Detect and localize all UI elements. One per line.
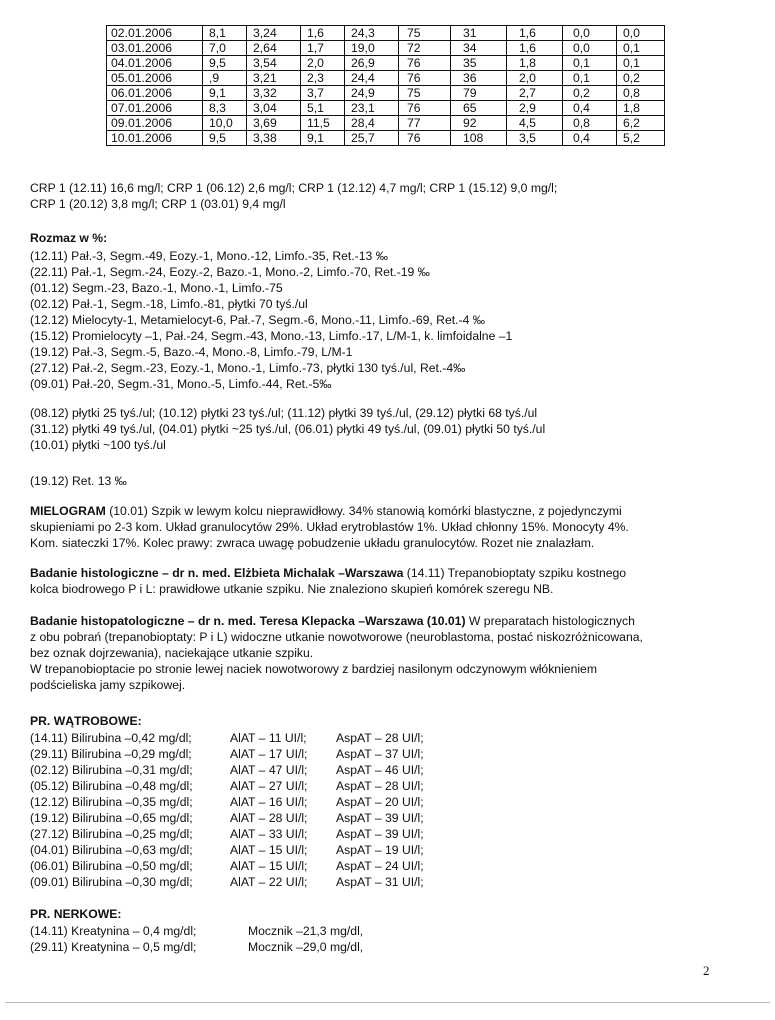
value-cell: 2,7 bbox=[507, 86, 563, 101]
myelogram-text-1: (10.01) Szpik w lewym kolcu nieprawidłowy. 34% stanowią komórki blastyczne, z pojedynczymi bbox=[105, 504, 622, 518]
liver-row bbox=[30, 779, 530, 794]
value-cell: 1,8 bbox=[617, 101, 665, 116]
value-cell: ,9 bbox=[203, 71, 247, 86]
value-cell: 1,6 bbox=[507, 41, 563, 56]
value-cell: 2,0 bbox=[301, 56, 345, 71]
table-row bbox=[107, 26, 665, 41]
myelogram-line-3: Kom. siateczki 17%. Kolec prawy: zwraca uwagę pobudzenie układu granulocytów. Rozet nie znalazłam. bbox=[30, 536, 595, 550]
value-cell: 0,8 bbox=[563, 116, 617, 131]
value-cell: 23,1 bbox=[345, 101, 399, 116]
aspat-value: AspAT – 39 UI/l; bbox=[336, 827, 424, 841]
value-cell: 2,64 bbox=[247, 41, 301, 56]
value-cell: 4,5 bbox=[507, 116, 563, 131]
value-cell: 2,9 bbox=[507, 101, 563, 116]
value-cell: 3,5 bbox=[507, 131, 563, 146]
value-cell: 9,5 bbox=[203, 56, 247, 71]
aspat-value: AspAT – 39 UI/l; bbox=[336, 811, 424, 825]
value-cell: 3,32 bbox=[247, 86, 301, 101]
value-cell: 0,4 bbox=[563, 101, 617, 116]
page-number: 2 bbox=[703, 963, 710, 978]
value-cell: 3,38 bbox=[247, 131, 301, 146]
value-cell: 9,1 bbox=[203, 86, 247, 101]
histopathology-line-5: podścieliska jamy szpikowej. bbox=[30, 678, 186, 692]
alat-value: AlAT – 33 UI/l; bbox=[230, 827, 308, 841]
liver-row bbox=[30, 859, 530, 874]
bilirubin-value: (02.12) Bilirubina –0,31 mg/dl; bbox=[30, 763, 193, 777]
value-cell: 9,1 bbox=[301, 131, 345, 146]
value-cell: 0,2 bbox=[617, 71, 665, 86]
value-cell: 72 bbox=[399, 41, 451, 56]
table-row bbox=[107, 86, 665, 101]
value-cell: 0,0 bbox=[563, 41, 617, 56]
date-cell: 09.01.2006 bbox=[107, 116, 203, 131]
bilirubin-value: (06.01) Bilirubina –0,50 mg/dl; bbox=[30, 859, 193, 873]
value-cell: 10,0 bbox=[203, 116, 247, 131]
smear-line: (12.11) Pał.-3, Segm.-49, Eozy.-1, Mono.-12, Limfo.-35, Ret.-13 ‰ bbox=[30, 249, 388, 263]
value-cell: 34 bbox=[451, 41, 507, 56]
value-cell: 1,6 bbox=[301, 26, 345, 41]
aspat-value: AspAT – 28 UI/l; bbox=[336, 779, 424, 793]
creatinine-value: (29.11) Kreatynina – 0,5 mg/dl; bbox=[30, 940, 197, 954]
value-cell: 31 bbox=[451, 26, 507, 41]
value-cell: 8,3 bbox=[203, 101, 247, 116]
myelogram-line-1 bbox=[30, 504, 622, 519]
alat-value: AlAT – 15 UI/l; bbox=[230, 843, 308, 857]
smear-line: (02.12) Pał.-1, Segm.-18, Limfo.-81, płytki 70 tyś./ul bbox=[30, 297, 308, 311]
value-cell: 36 bbox=[451, 71, 507, 86]
smear-line: (09.01) Pał.-20, Segm.-31, Mono.-5, Limfo.-44, Ret.-5‰ bbox=[30, 377, 332, 391]
aspat-value: AspAT – 46 UI/l; bbox=[336, 763, 424, 777]
creatinine-value: (14.11) Kreatynina – 0,4 mg/dl; bbox=[30, 924, 197, 938]
platelet-line: (10.01) płytki ~100 tyś./ul bbox=[30, 438, 166, 452]
value-cell: 77 bbox=[399, 116, 451, 131]
value-cell: 5,2 bbox=[617, 131, 665, 146]
date-cell: 07.01.2006 bbox=[107, 101, 203, 116]
histopathology-label: Badanie histopatologiczne – dr n. med. Teresa Klepacka –Warszawa (10.01) bbox=[30, 614, 466, 628]
value-cell: 76 bbox=[399, 71, 451, 86]
value-cell: 7,0 bbox=[203, 41, 247, 56]
bilirubin-value: (12.12) Bilirubina –0,35 mg/dl; bbox=[30, 795, 193, 809]
table-row bbox=[107, 41, 665, 56]
value-cell: 76 bbox=[399, 101, 451, 116]
lab-results-table bbox=[106, 25, 665, 146]
value-cell: 24,4 bbox=[345, 71, 399, 86]
smear-line: (27.12) Pał.-2, Segm.-23, Eozy.-1, Mono.-1, Limfo.-73, płytki 130 tyś./ul, Ret.-4‰ bbox=[30, 361, 466, 375]
value-cell: 3,21 bbox=[247, 71, 301, 86]
value-cell: 76 bbox=[399, 131, 451, 146]
liver-row bbox=[30, 747, 530, 762]
date-cell: 02.01.2006 bbox=[107, 26, 203, 41]
value-cell: 9,5 bbox=[203, 131, 247, 146]
urea-value: Mocznik –21,3 mg/dl, bbox=[248, 924, 364, 938]
smear-line: (12.12) Mielocyty-1, Metamielocyt-6, Pał.-7, Segm.-6, Mono.-11, Limfo.-69, Ret.-4 ‰ bbox=[30, 313, 485, 327]
value-cell: 92 bbox=[451, 116, 507, 131]
value-cell: 3,54 bbox=[247, 56, 301, 71]
value-cell: 2,0 bbox=[507, 71, 563, 86]
histology-text-1: (14.11) Trepanobioptaty szpiku kostnego bbox=[403, 566, 627, 580]
smear-line: (15.12) Promielocyty –1, Pał.-24, Segm.-43, Mono.-13, Limfo.-17, L/M-1, k. limfoidalne –1 bbox=[30, 329, 513, 343]
bilirubin-value: (09.01) Bilirubina –0,30 mg/dl; bbox=[30, 875, 193, 889]
value-cell: 26,9 bbox=[345, 56, 399, 71]
liver-row bbox=[30, 811, 530, 826]
aspat-value: AspAT – 37 UI/l; bbox=[336, 747, 424, 761]
value-cell: 0,8 bbox=[617, 86, 665, 101]
aspat-value: AspAT – 24 UI/l; bbox=[336, 859, 424, 873]
bilirubin-value: (29.11) Bilirubina –0,29 mg/dl; bbox=[30, 747, 192, 761]
value-cell: 3,24 bbox=[247, 26, 301, 41]
histopathology-line-3: bez oznak dojrzewania), naciekające utkanie szpiku. bbox=[30, 646, 314, 660]
value-cell: 0,1 bbox=[617, 56, 665, 71]
smear-line: (19.12) Pał.-3, Segm.-5, Bazo.-4, Mono.-8, Limfo.-79, L/M-1 bbox=[30, 345, 353, 359]
value-cell: 0,1 bbox=[563, 56, 617, 71]
bilirubin-value: (19.12) Bilirubina –0,65 mg/dl; bbox=[30, 811, 193, 825]
table-row bbox=[107, 101, 665, 116]
value-cell: 75 bbox=[399, 26, 451, 41]
value-cell: 3,04 bbox=[247, 101, 301, 116]
liver-heading: PR. WĄTROBOWE: bbox=[30, 714, 142, 728]
aspat-value: AspAT – 31 UI/l; bbox=[336, 875, 424, 889]
histopathology-line-4: W trepanobioptacie po stronie lewej naciek nowotworowy z bardziej nasilonym odczynowym włóknieniem bbox=[30, 662, 597, 676]
bilirubin-value: (14.11) Bilirubina –0,42 mg/dl; bbox=[30, 731, 192, 745]
value-cell: 0,2 bbox=[563, 86, 617, 101]
table-row bbox=[107, 56, 665, 71]
kidney-row bbox=[30, 924, 450, 939]
date-cell: 06.01.2006 bbox=[107, 86, 203, 101]
aspat-value: AspAT – 20 UI/l; bbox=[336, 795, 424, 809]
crp-line-2: CRP 1 (20.12) 3,8 mg/l; CRP 1 (03.01) 9,4 mg/l bbox=[30, 197, 286, 211]
alat-value: AlAT – 27 UI/l; bbox=[230, 779, 308, 793]
bilirubin-value: (05.12) Bilirubina –0,48 mg/dl; bbox=[30, 779, 193, 793]
liver-row bbox=[30, 763, 530, 778]
value-cell: 75 bbox=[399, 86, 451, 101]
histopathology-line-2: z obu pobrań (trepanobioptaty: P i L) widoczne utkanie nowotworowe (neuroblastoma, postać niskozróżnicowana, bbox=[30, 630, 643, 644]
value-cell: 65 bbox=[451, 101, 507, 116]
value-cell: 76 bbox=[399, 56, 451, 71]
ret-line: (19.12) Ret. 13 ‰ bbox=[30, 474, 127, 488]
value-cell: 24,9 bbox=[345, 86, 399, 101]
smear-line: (22.11) Pał.-1, Segm.-24, Eozy.-2, Bazo.-1, Mono.-2, Limfo.-70, Ret.-19 ‰ bbox=[30, 265, 430, 279]
urea-value: Mocznik –29,0 mg/dl, bbox=[248, 940, 364, 954]
value-cell: 5,1 bbox=[301, 101, 345, 116]
value-cell: 0,0 bbox=[563, 26, 617, 41]
value-cell: 6,2 bbox=[617, 116, 665, 131]
histology-label: Badanie histologiczne – dr n. med. Elżbieta Michalak –Warszawa bbox=[30, 566, 404, 580]
alat-value: AlAT – 15 UI/l; bbox=[230, 859, 308, 873]
kidney-heading: PR. NERKOWE: bbox=[30, 907, 122, 921]
histopathology-text-1: W preparatach histologicznych bbox=[465, 614, 635, 628]
smear-heading: Rozmaz w %: bbox=[30, 231, 108, 245]
alat-value: AlAT – 28 UI/l; bbox=[230, 811, 308, 825]
histopathology-line-1 bbox=[30, 614, 635, 629]
myelogram-line-2: skupieniami po 2-3 kom. Układ granulocytów 29%. Układ erytroblastów 1%. Układ chłonny 15%. Monocyty 4%. bbox=[30, 520, 629, 534]
date-cell: 03.01.2006 bbox=[107, 41, 203, 56]
liver-row bbox=[30, 875, 530, 890]
liver-row bbox=[30, 731, 530, 746]
platelet-line: (08.12) płytki 25 tyś./ul; (10.12) płytki 23 tyś./ul; (11.12) płytki 39 tyś./ul, (29.12) płytki 68 tyś./ul bbox=[30, 406, 538, 420]
alat-value: AlAT – 47 UI/l; bbox=[230, 763, 308, 777]
liver-row bbox=[30, 843, 530, 858]
crp-line-1: CRP 1 (12.11) 16,6 mg/l; CRP 1 (06.12) 2,6 mg/l; CRP 1 (12.12) 4,7 mg/l; CRP 1 (15.12) 9,0 mg/l; bbox=[30, 181, 558, 195]
histology-line-1 bbox=[30, 566, 626, 581]
value-cell: 108 bbox=[451, 131, 507, 146]
liver-row bbox=[30, 827, 530, 842]
alat-value: AlAT – 22 UI/l; bbox=[230, 875, 308, 889]
date-cell: 10.01.2006 bbox=[107, 131, 203, 146]
date-cell: 04.01.2006 bbox=[107, 56, 203, 71]
table-row bbox=[107, 71, 665, 86]
bilirubin-value: (04.01) Bilirubina –0,63 mg/dl; bbox=[30, 843, 193, 857]
value-cell: 19,0 bbox=[345, 41, 399, 56]
alat-value: AlAT – 16 UI/l; bbox=[230, 795, 308, 809]
liver-row bbox=[30, 795, 530, 810]
value-cell: 0,1 bbox=[617, 41, 665, 56]
value-cell: 25,7 bbox=[345, 131, 399, 146]
bilirubin-value: (27.12) Bilirubina –0,25 mg/dl; bbox=[30, 827, 193, 841]
value-cell: 0,0 bbox=[617, 26, 665, 41]
smear-line: (01.12) Segm.-23, Bazo.-1, Mono.-1, Limfo.-75 bbox=[30, 281, 283, 295]
value-cell: 0,4 bbox=[563, 131, 617, 146]
table-row bbox=[107, 131, 665, 146]
myelogram-label: MIELOGRAM bbox=[30, 504, 106, 518]
value-cell: 1,7 bbox=[301, 41, 345, 56]
aspat-value: AspAT – 28 UI/l; bbox=[336, 731, 424, 745]
value-cell: 28,4 bbox=[345, 116, 399, 131]
histology-line-2: kolca biodrowego P i L: prawidłowe utkanie szpiku. Nie znaleziono skupień komórek szeregu NB. bbox=[30, 582, 554, 596]
value-cell: 35 bbox=[451, 56, 507, 71]
value-cell: 3,7 bbox=[301, 86, 345, 101]
aspat-value: AspAT – 19 UI/l; bbox=[336, 843, 424, 857]
value-cell: 1,6 bbox=[507, 26, 563, 41]
kidney-row bbox=[30, 940, 450, 955]
platelet-line: (31.12) płytki 49 tyś./ul, (04.01) płytki ~25 tyś./ul, (06.01) płytki 49 tyś./ul, (09.01) płytki 50 tyś./ul bbox=[30, 422, 546, 436]
value-cell: 24,3 bbox=[345, 26, 399, 41]
value-cell: 1,8 bbox=[507, 56, 563, 71]
table-row bbox=[107, 116, 665, 131]
value-cell: 8,1 bbox=[203, 26, 247, 41]
date-cell: 05.01.2006 bbox=[107, 71, 203, 86]
alat-value: AlAT – 11 UI/l; bbox=[230, 731, 307, 745]
value-cell: 11,5 bbox=[301, 116, 345, 131]
value-cell: 79 bbox=[451, 86, 507, 101]
value-cell: 2,3 bbox=[301, 71, 345, 86]
value-cell: 3,69 bbox=[247, 116, 301, 131]
value-cell: 0,1 bbox=[563, 71, 617, 86]
footer-rule bbox=[5, 1002, 770, 1003]
alat-value: AlAT – 17 UI/l; bbox=[230, 747, 308, 761]
